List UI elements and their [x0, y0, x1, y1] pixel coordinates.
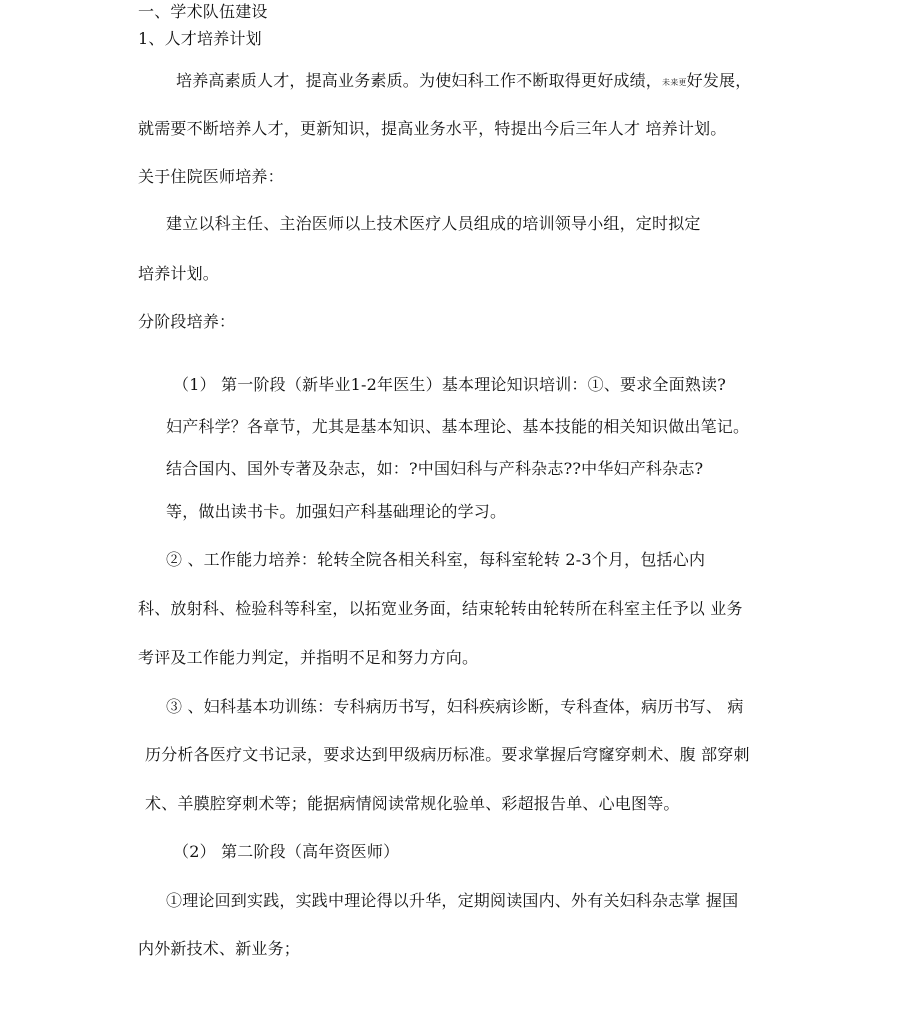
training-line-3: 术、羊膜腔穿刺术等；能据病情阅读常规化验单、彩超报告单、心电图等。 — [145, 794, 680, 813]
intro-line-1 — [176, 71, 751, 93]
intro-line-2: 就需要不断培养人才，更新知识，提高业务水平，特提出今后三年人才 培养计划。 — [138, 119, 727, 138]
stage1-line-2: 妇产科学？各章节，尤其是基本知识、基本理论、基本技能的相关知识做出笔记。 — [166, 417, 750, 436]
subsection-heading: 1、人才培养计划 — [138, 29, 262, 48]
training-line-2: 历分析各医疗文书记录，要求达到甲级病历标准。要求掌握后穹窿穿刺术、腹 部穿刺 — [145, 745, 750, 764]
intro-line-1-text-a: 培养高素质人才，提高业务素质。为使妇科工作不断取得更好成绩， — [176, 71, 663, 90]
stage-heading: 分阶段培养： — [138, 312, 236, 331]
ability-line-3: 考评及工作能力判定，并指明不足和努力方向。 — [138, 648, 479, 667]
stage1-line-1: （1） 第一阶段（新毕业1-2年医生）基本理论知识培训：①、要求全面熟读? — [173, 375, 727, 394]
stage1-line-3: 结合国内、国外专著及杂志，如：?中国妇科与产科杂志??中华妇产科杂志? — [166, 459, 704, 478]
stage2-line-1: ①理论回到实践，实践中理论得以升华，定期阅读国内、外有关妇科杂志掌 握国 — [166, 891, 739, 910]
intro-line-1-small-text: 未来更 — [662, 78, 687, 87]
ability-line-1: ② 、工作能力培养：轮转全院各相关科室，每科室轮转 2-3个月，包括心内 — [166, 550, 706, 569]
ability-line-2: 科、放射科、检验科等科室，以拓宽业务面，结束轮转由轮转所在科室主任予以 业务 — [138, 599, 743, 618]
stage1-line-4: 等，做出读书卡。加强妇产科基础理论的学习。 — [166, 502, 507, 521]
group-line-1: 建立以科主任、主治医师以上技术医疗人员组成的培训领导小组，定时拟定 — [166, 214, 701, 233]
stage2-line-2: 内外新技术、新业务； — [138, 939, 301, 958]
group-line-2: 培养计划。 — [138, 264, 220, 283]
training-line-1: ③ 、妇科基本功训练：专科病历书写，妇科疾病诊断，专科查体，病历书写、 病 — [166, 697, 744, 716]
resident-heading: 关于住院医师培养： — [138, 167, 284, 186]
intro-line-1-text-b: 好发展， — [686, 71, 752, 90]
section-heading: 一、学术队伍建设 — [138, 2, 268, 21]
stage2-heading: （2） 第二阶段（高年资医师） — [173, 842, 400, 861]
